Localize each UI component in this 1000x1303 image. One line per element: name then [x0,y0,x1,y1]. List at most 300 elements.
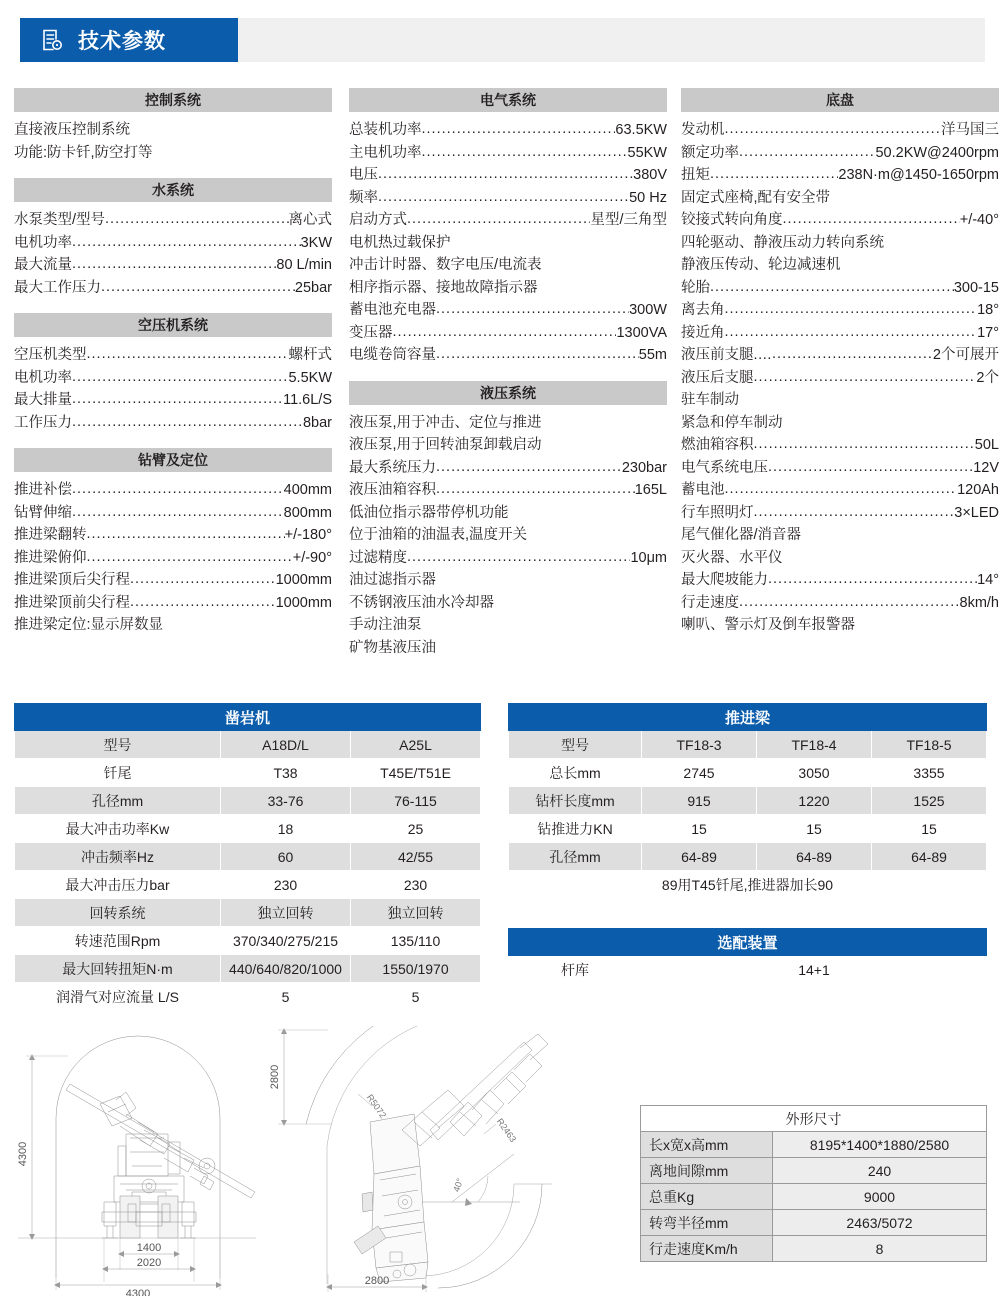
section-header: 底盘 [681,88,999,112]
spec-label: 频率 [349,189,378,206]
row-value: 42/55 [351,843,481,871]
spec-value: 50L [974,437,999,453]
row-label: 总重Kg [641,1184,773,1210]
spec-column-left [14,88,332,637]
spec-label: 推进补偿 [14,482,72,498]
spec-label: 工作压力 [14,414,72,431]
spec-row [681,592,999,615]
row-value: 1220 [757,787,872,815]
spec-value: 11.6L/S [283,392,332,408]
spec-value: 25bar [294,279,332,296]
row-label: 钎尾 [15,759,221,787]
row-value: 76-115 [351,787,481,815]
spec-label: 蓄电池 [681,482,725,498]
spec-leader-dots [739,592,960,614]
row-value: 2745 [642,759,757,787]
spec-label: 电气系统电压 [681,459,768,476]
row-value: 60 [221,843,351,871]
row-label: 型号 [509,731,642,759]
spec-row [681,367,999,390]
spec-value: 300-15 [953,279,999,296]
table-row [15,731,481,759]
table-optional-equipment [508,928,987,984]
top-view-inner-radius-label: R2463 [494,1116,519,1145]
spec-value: 螺杆式 [288,347,332,363]
spec-label: 最大排量 [14,392,72,408]
table-footnote: 89用T45钎尾,推进器加长90 [509,871,987,899]
spec-text-line: 尾气催化器/消音器 [681,527,802,543]
spec-value: 55KW [627,144,667,161]
table-header-dimensions [641,1106,987,1132]
row-label: 孔径mm [15,787,221,815]
row-value: 3355 [872,759,987,787]
spec-text-line: 油过滤指示器 [349,572,436,588]
row-label: 最大回转扭矩N·m [15,955,221,983]
spec-leader-dots [393,322,617,344]
page-header [0,18,1000,62]
spec-row [14,389,332,412]
row-value: 15 [642,815,757,843]
spec-label: 钻臂伸缩 [14,504,72,521]
spec-value: 50 Hz [629,189,667,206]
spec-row [349,119,667,142]
spec-text-line: 四轮驱动、静液压动力转向系统 [681,234,884,251]
section-header: 液压系统 [349,381,667,405]
spec-row [14,367,332,390]
spec-row [681,457,999,480]
row-value: 独立回转 [221,899,351,927]
table-row [509,787,987,815]
spec-leader-dots [436,457,622,479]
row-value: 230 [221,871,351,899]
spec-value: 63.5KW [615,122,667,138]
spec-label: 液压油箱容积 [349,482,436,498]
row-value: 15 [757,815,872,843]
header-title-badge [20,18,238,62]
spec-value: 80 L/min [276,257,332,273]
spec-text-line: 位于油箱的油温表,温度开关 [349,527,528,543]
spec-label: 最大流量 [14,257,72,273]
spec-row [14,569,332,592]
spec-value: 55m [638,347,667,363]
spec-text-line: 电机热过载保护 [349,234,451,251]
spec-value: +/-40° [959,212,999,228]
spec-row [681,209,999,232]
spec-label: 轮胎 [681,279,710,296]
row-value: T45E/T51E [351,759,481,787]
top-view-outer-radius-label: R5072 [364,1092,389,1121]
spec-label: 接近角 [681,324,725,341]
row-label: 型号 [15,731,221,759]
row-value: 25 [351,815,481,843]
table-header-rock-drill [15,704,481,731]
row-value: 5 [221,983,351,1011]
spec-label: 离去角 [681,302,725,318]
spec-leader-dots [783,209,960,231]
row-value: 18 [221,815,351,843]
spec-text-line: 固定式座椅,配有安全带 [681,189,831,206]
table-row [15,871,481,899]
row-label: 最大冲击功率Kw [15,815,221,843]
spec-label: 扭矩 [681,167,710,183]
spec-label: 电机功率 [14,369,72,386]
section-header: 钻臂及定位 [14,448,332,472]
row-value: 230 [351,871,481,899]
spec-text-line: 液压泵,用于冲击、定位与推进 [349,414,542,431]
spec-row [14,524,332,547]
spec-row [349,187,667,210]
spec-leader-dots [72,232,301,254]
spec-leader-dots [725,322,978,344]
table-row [509,815,987,843]
spec-row [14,254,332,277]
spec-text-line: 静液压传动、轮边减速机 [681,257,841,273]
spec-column-right [681,88,999,637]
spec-text-line: 功能:防卡钎,防空打等 [14,144,153,161]
row-label: 钻推进力KN [509,815,642,843]
spec-row [14,232,332,255]
table-row [15,787,481,815]
spec-label: 启动方式 [349,212,407,228]
table-row [15,927,481,955]
spec-row [349,164,667,187]
spec-label: 最大爬坡能力 [681,572,768,588]
table-row [509,731,987,759]
spec-text-line: 喇叭、警示灯及倒车报警器 [681,617,855,633]
row-label: 总长mm [509,759,642,787]
spec-label: 发动机 [681,122,725,138]
spec-value: 800mm [283,504,332,521]
table-title: 推进梁 [509,704,987,731]
row-value: 1525 [872,787,987,815]
spec-row [14,277,332,300]
document-spec-icon [40,28,64,52]
spec-value: +/-90° [292,549,332,566]
row-value: 14+1 [642,956,987,984]
spec-value: 380V [633,167,667,183]
row-value: 1550/1970 [351,955,481,983]
spec-value: 50.2KW@2400rpm [875,144,999,161]
spec-label: 行车照明灯 [681,504,754,521]
spec-label: 额定功率 [681,144,739,161]
spec-row [349,344,667,367]
spec-value: 18° [977,302,999,318]
spec-leader-dots [105,209,288,231]
spec-leader-dots [768,569,977,591]
table-row [15,955,481,983]
spec-value: 洋马国三 [941,122,999,138]
row-value: 135/110 [351,927,481,955]
spec-leader-dots [87,524,285,546]
spec-value: 星型/三角型 [590,212,667,228]
spec-label: 过滤精度 [349,549,407,566]
spec-label: 推进梁翻转 [14,527,87,543]
top-view-width-label: 2800 [364,1275,390,1287]
row-value: A18D/L [221,731,351,759]
row-label: 钻杆长度mm [509,787,642,815]
spec-row [14,479,332,502]
row-label: 最大冲击压力bar [15,871,221,899]
spec-value: 300W [629,302,667,318]
row-label: 离地间隙mm [641,1158,773,1184]
table-overall-dimensions [640,1105,987,1262]
spec-row [681,164,999,187]
spec-leader-dots [378,187,629,209]
spec-label: 推进梁顶前尖行程 [14,594,130,611]
front-view-inner-width-label: 1400 [136,1242,162,1254]
spec-leader-dots [772,344,933,366]
spec-label: 燃油箱容积 [681,437,754,453]
spec-row [349,142,667,165]
spec-value: 2个 [976,369,999,386]
spec-text-line: 手动注油泵 [349,617,422,633]
row-label: 长x宽x高mm [641,1132,773,1158]
spec-leader-dots [72,367,288,389]
spec-leader-dots [407,209,590,231]
table-row [509,759,987,787]
spec-leader-dots [422,119,616,141]
row-value: TF18-3 [642,731,757,759]
spec-value: +/-180° [284,527,332,543]
spec-text-line: 液压泵,用于回转油泵卸载启动 [349,437,542,453]
spec-leader-dots [754,502,955,524]
table-row [641,1184,987,1210]
spec-row [681,479,999,502]
spec-value: 120Ah [957,482,999,498]
row-value: 8 [773,1236,987,1262]
table-row [641,1158,987,1184]
spec-row [681,434,999,457]
spec-label: 电压 [349,167,378,183]
spec-text-line: 不锈钢液压油水冷却器 [349,594,494,611]
spec-leader-dots [101,277,295,299]
spec-leader-dots [422,142,628,164]
page-title: 技术参数 [78,30,166,53]
table-footnote-row [509,871,987,899]
spec-text-line: 冲击计时器、数字电压/电流表 [349,257,542,273]
spec-row [349,547,667,570]
front-view-drawing [8,1026,266,1296]
spec-text-line: 推进梁定位:显示屏数显 [14,617,164,633]
spec-row [14,412,332,435]
spec-label: 液压前支腿.… [681,347,773,363]
row-label: 行走速度Km/h [641,1236,773,1262]
spec-value: 1000mm [275,572,332,588]
spec-value: 17° [977,324,999,341]
spec-leader-dots [72,479,284,501]
spec-text-line: 紧急和停车制动 [681,414,783,431]
spec-label: 行走速度 [681,594,739,611]
section-header: 电气系统 [349,88,667,112]
spec-leader-dots [72,412,303,434]
spec-text-line: 低油位指示器带停机功能 [349,504,509,521]
spec-row [681,277,999,300]
row-label: 润滑气对应流量 L/S [15,983,221,1011]
table-header-optional [509,929,987,956]
row-value: 9000 [773,1184,987,1210]
row-value: TF18-5 [872,731,987,759]
spec-value: 3KW [300,234,332,251]
spec-label: 最大系统压力 [349,459,436,476]
row-label: 冲击频率Hz [15,843,221,871]
row-label: 回转系统 [15,899,221,927]
row-value: A25L [351,731,481,759]
spec-leader-dots [87,344,289,366]
table-row [641,1132,987,1158]
section-header: 空压机系统 [14,313,332,337]
row-label: 孔径mm [509,843,642,871]
row-value: 33-76 [221,787,351,815]
spec-value: 230bar [621,459,667,476]
spec-label: 铰接式转向角度 [681,212,783,228]
spec-value: 2个可展开 [932,347,999,363]
table-row [509,956,987,984]
spec-label: 液压后支腿 [681,369,754,386]
spec-text-line: 灭火器、水平仪 [681,549,783,566]
table-row [15,843,481,871]
spec-label: 空压机类型 [14,347,87,363]
spec-label: 最大工作压力 [14,279,101,296]
spec-leader-dots [436,479,635,501]
row-value: T38 [221,759,351,787]
spec-row [681,142,999,165]
spec-leader-dots [739,142,875,164]
spec-value: 14° [977,572,999,588]
spec-label: 总装机功率 [349,122,422,138]
table-row [15,815,481,843]
spec-row [349,322,667,345]
table-feed-beam [508,703,987,899]
spec-leader-dots [754,434,975,456]
spec-label: 变压器 [349,324,393,341]
spec-leader-dots [87,547,293,569]
row-value: 5 [351,983,481,1011]
spec-value: 12V [973,459,999,476]
spec-row [681,119,999,142]
table-header-feed-beam [509,704,987,731]
spec-text-line: 矿物基液压油 [349,639,436,656]
spec-leader-dots [378,164,633,186]
spec-leader-dots [407,547,630,569]
spec-value: 238N·m@1450-1650rpm [838,167,999,183]
top-view-turning-radius-drawing [262,1026,552,1296]
spec-value: 离心式 [288,212,332,228]
spec-label: 推进梁顶后尖行程 [14,572,130,588]
row-value: 64-89 [757,843,872,871]
row-value: 8195*1400*1880/2580 [773,1132,987,1158]
spec-value: 1300VA [616,324,667,341]
spec-label: 主电机功率 [349,144,422,161]
spec-value: 8bar [302,414,332,431]
spec-leader-dots [725,479,958,501]
table-row [15,899,481,927]
spec-column-middle [349,88,667,659]
spec-leader-dots [754,367,977,389]
row-value: 独立回转 [351,899,481,927]
front-view-outer-width-label: 4300 [125,1288,151,1296]
spec-leader-dots [725,119,942,141]
spec-leader-dots [710,164,838,186]
section-header: 水系统 [14,178,332,202]
spec-value: 1000mm [275,594,332,611]
table-row [641,1210,987,1236]
spec-leader-dots [72,254,276,276]
spec-row [14,344,332,367]
table-title: 凿岩机 [15,704,481,731]
spec-row [14,209,332,232]
spec-row [349,479,667,502]
top-view-angle-label: 40° [451,1177,466,1194]
spec-row [681,502,999,525]
row-value: 3050 [757,759,872,787]
top-view-height-label: 2800 [269,1064,281,1090]
spec-leader-dots [72,502,284,524]
row-value: 64-89 [642,843,757,871]
row-value: 915 [642,787,757,815]
spec-value: 10μm [630,549,667,566]
table-row [15,983,481,1011]
spec-value: 5.5KW [288,369,332,386]
spec-row [681,569,999,592]
spec-text-line: 相序指示器、接地故障指示器 [349,279,538,296]
spec-row [349,299,667,322]
spec-value: 3×LED [954,504,999,521]
spec-label: 推进梁俯仰 [14,549,87,566]
spec-text-line: 直接液压控制系统 [14,122,130,138]
spec-row [681,344,999,367]
spec-row [681,322,999,345]
table-row [641,1236,987,1262]
spec-row [14,547,332,570]
spec-label: 电机功率 [14,234,72,251]
front-view-mid-width-label: 2020 [136,1257,162,1269]
spec-value: 400mm [283,482,332,498]
spec-leader-dots [130,569,276,591]
spec-leader-dots [72,389,283,411]
row-value: 2463/5072 [773,1210,987,1236]
spec-leader-dots [710,277,954,299]
spec-row [681,299,999,322]
row-label: 杆库 [509,956,642,984]
spec-label: 蓄电池充电器 [349,302,436,318]
spec-leader-dots [436,344,639,366]
front-view-height-label: 4300 [17,1141,29,1167]
spec-row [349,457,667,480]
table-title: 外形尺寸 [641,1106,987,1132]
row-value: TF18-4 [757,731,872,759]
spec-leader-dots [436,299,629,321]
row-value: 15 [872,815,987,843]
row-value: 370/340/275/215 [221,927,351,955]
spec-row [14,502,332,525]
section-header: 控制系统 [14,88,332,112]
spec-leader-dots [130,592,276,614]
row-value: 240 [773,1158,987,1184]
spec-value: 8km/h [959,594,999,611]
spec-leader-dots [725,299,978,321]
spec-value: 165L [634,482,667,498]
spec-text-line: 驻车制动 [681,392,739,408]
table-row [15,759,481,787]
spec-leader-dots [768,457,973,479]
row-value: 64-89 [872,843,987,871]
row-value: 440/640/820/1000 [221,955,351,983]
table-title: 选配装置 [509,929,987,956]
table-row [509,843,987,871]
table-rock-drill [14,703,481,1011]
spec-label: 电缆卷筒容量 [349,347,436,363]
spec-row [14,592,332,615]
